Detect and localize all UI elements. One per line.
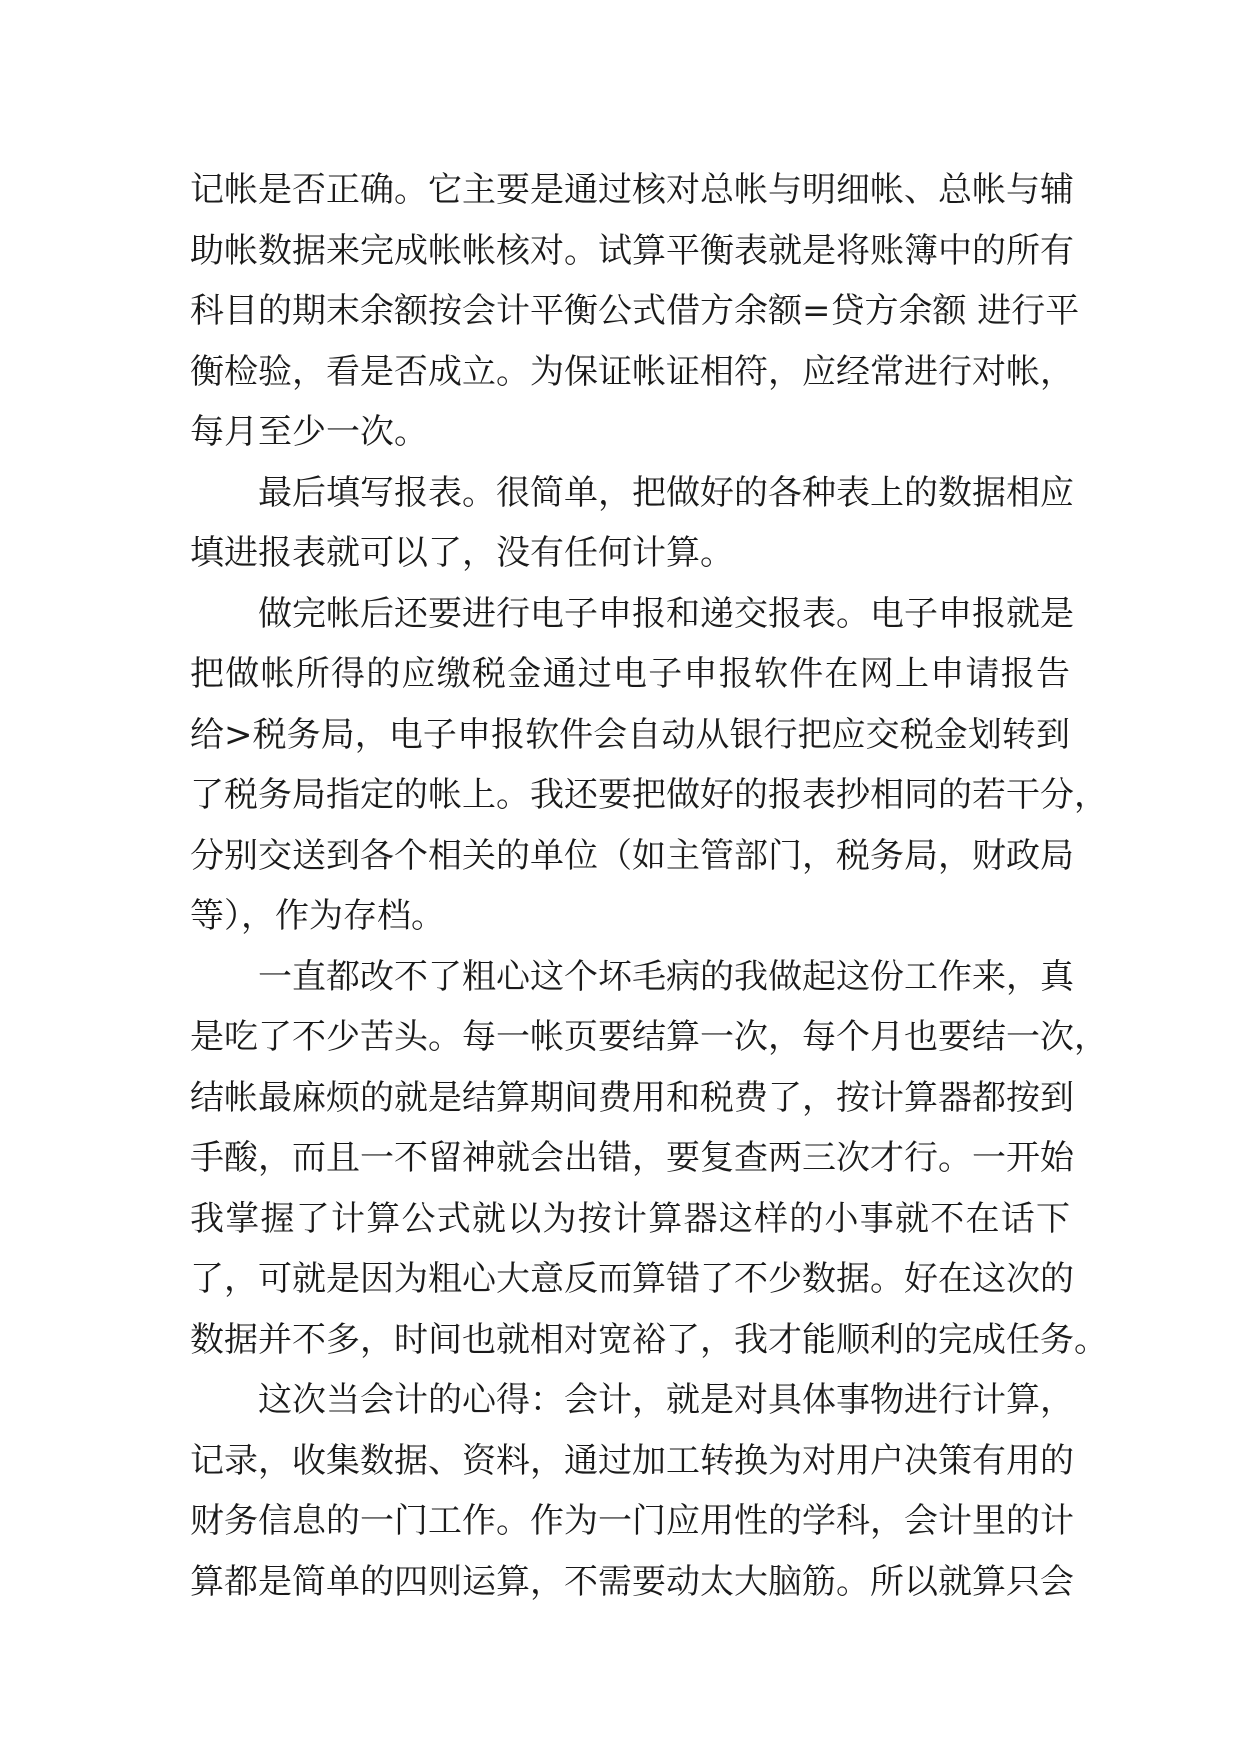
text-line: 分别交送到各个相关的单位（如主管部门，税务局，财政局 xyxy=(190,835,1074,876)
text-line: 了税务局指定的帐上。我还要把做好的报表抄相同的若干分， xyxy=(190,775,1108,815)
text-line: 手酸，而且一不留神就会出错，要复查两三次才行。一开始 xyxy=(190,1138,1074,1178)
text-line: 这次当会计的心得：会计，就是对具体事物进行计算， xyxy=(258,1380,1074,1420)
text-line: 把做帐所得的应缴税金通过电子申报软件在网上申请报告 xyxy=(190,654,1070,694)
paragraph xyxy=(190,584,1108,947)
text-line: 填进报表就可以了，没有任何计算。 xyxy=(190,533,734,573)
text-line: 结帐最麻烦的就是结算期间费用和税费了，按计算器都按到 xyxy=(190,1077,1074,1118)
paragraph xyxy=(190,463,1074,584)
document-body xyxy=(190,160,1108,1612)
text-line: 算都是简单的四则运算，不需要动太大脑筋。所以就算只会 xyxy=(190,1561,1074,1602)
paragraph xyxy=(190,1370,1074,1612)
text-line: 等），作为存档。 xyxy=(190,896,445,936)
paragraph xyxy=(190,160,1080,463)
text-line: 了，可就是因为粗心大意反而算错了不少数据。好在这次的 xyxy=(190,1259,1074,1299)
text-line: 科目的期末余额按会计平衡公式借方余额=贷方余额 进行平 xyxy=(190,291,1080,331)
text-line: 记帐是否正确。它主要是通过核对总帐与明细帐、总帐与辅 xyxy=(190,170,1074,210)
text-line: 是吃了不少苦头。每一帐页要结算一次，每个月也要结一次， xyxy=(190,1017,1108,1057)
text-line: 给>税务局，电子申报软件会自动从银行把应交税金划转到 xyxy=(190,714,1070,755)
text-line: 数据并不多，时间也就相对宽裕了，我才能顺利的完成任务。 xyxy=(190,1319,1108,1360)
text-line: 最后填写报表。很简单，把做好的各种表上的数据相应 xyxy=(258,472,1074,513)
text-line: 我掌握了计算公式就以为按计算器这样的小事就不在话下 xyxy=(190,1198,1070,1239)
text-line: 财务信息的一门工作。作为一门应用性的学科，会计里的计 xyxy=(190,1501,1074,1541)
text-line: 助帐数据来完成帐帐核对。试算平衡表就是将账簿中的所有 xyxy=(190,230,1074,271)
text-line: 记录，收集数据、资料，通过加工转换为对用户决策有用的 xyxy=(190,1440,1074,1481)
text-line: 每月至少一次。 xyxy=(190,412,428,452)
text-line: 衡检验，看是否成立。为保证帐证相符，应经常进行对帐， xyxy=(190,351,1074,392)
text-line: 做完帐后还要进行电子申报和递交报表。电子申报就是 xyxy=(258,593,1074,634)
paragraph xyxy=(190,947,1108,1371)
text-line: 一直都改不了粗心这个坏毛病的我做起这份工作来，真 xyxy=(258,956,1074,997)
